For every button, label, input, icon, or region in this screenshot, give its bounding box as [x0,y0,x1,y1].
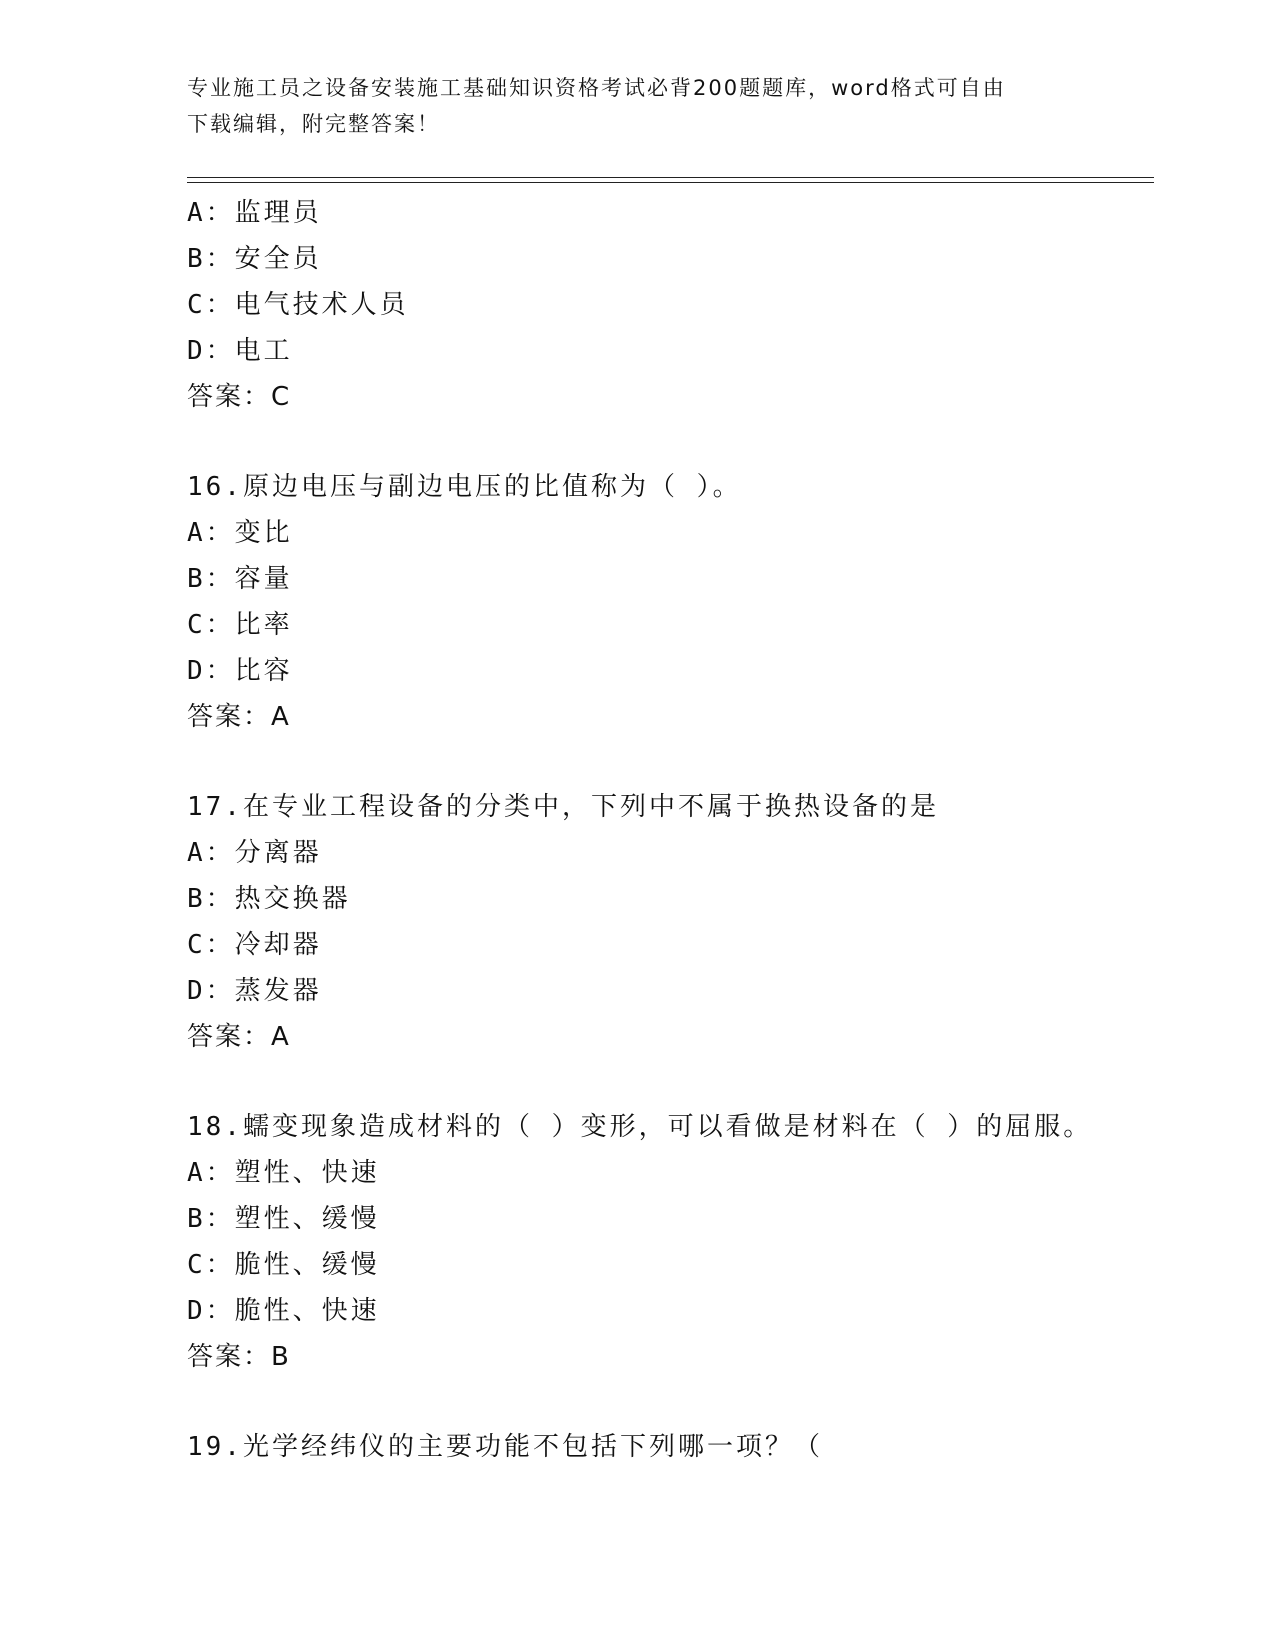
option-d: D：电工 [187,336,293,366]
question-text: 19.光学经纬仪的主要功能不包括下列哪一项？（ [187,1432,823,1462]
header-divider-top [187,177,1154,178]
option-a: A：分离器 [187,838,322,868]
option-a: A：塑性、快速 [187,1158,380,1188]
spacer [187,740,1147,784]
question-block-prev [187,190,1147,420]
answer: 答案：A [187,702,291,732]
header-divider-bottom [187,182,1154,183]
spacer [187,1060,1147,1104]
option-b: B：容量 [187,564,293,594]
option-d: D：脆性、快速 [187,1296,380,1326]
question-block-18 [187,1104,1147,1380]
question-text: 17.在专业工程设备的分类中，下列中不属于换热设备的是 [187,792,939,822]
spacer [187,420,1147,464]
document-header [187,70,1087,142]
question-block-17 [187,784,1147,1060]
question-list [187,190,1147,1470]
option-d: D：比容 [187,656,293,686]
option-b: B：塑性、缓慢 [187,1204,380,1234]
option-d: D：蒸发器 [187,976,322,1006]
option-c: C：电气技术人员 [187,290,409,320]
option-a: A：变比 [187,518,293,548]
header-line-1: 专业施工员之设备安装施工基础知识资格考试必背200题题库，word格式可自由 [187,76,1006,100]
option-c: C：比率 [187,610,293,640]
question-block-16 [187,464,1147,740]
option-b: B：安全员 [187,244,322,274]
answer: 答案：A [187,1022,291,1052]
question-text: 16.原边电压与副边电压的比值称为（ ）。 [187,472,742,502]
option-c: C：脆性、缓慢 [187,1250,380,1280]
answer: 答案：B [187,1342,291,1372]
option-a: A：监理员 [187,198,322,228]
option-b: B：热交换器 [187,884,351,914]
option-c: C：冷却器 [187,930,322,960]
question-text: 18.蠕变现象造成材料的（ ）变形，可以看做是材料在（ ）的屈服。 [187,1112,1093,1142]
spacer [187,1380,1147,1424]
question-block-19 [187,1424,1147,1470]
header-line-2: 下载编辑，附完整答案！ [187,112,440,136]
answer: 答案：C [187,382,292,412]
